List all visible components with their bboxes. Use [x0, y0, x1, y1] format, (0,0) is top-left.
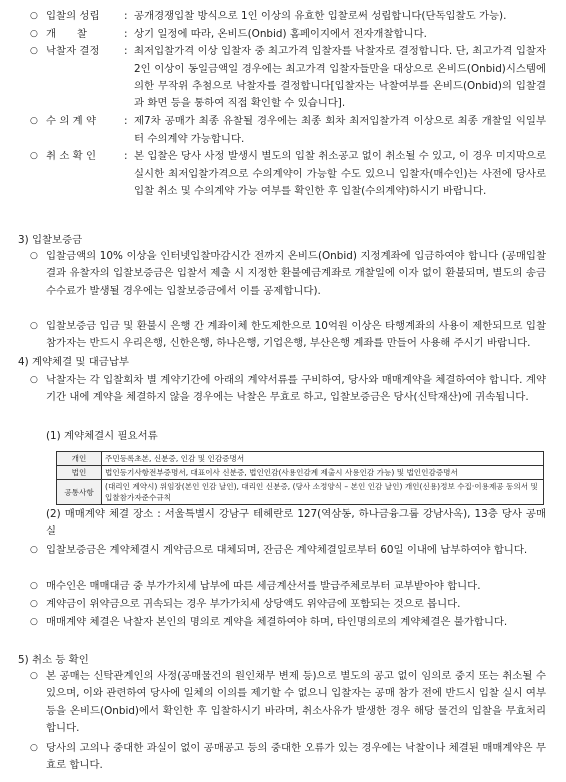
item-text: 입찰보증금은 계약체결시 계약금으로 대체되며, 잔금은 계약체결일로부터 60일 이내에 납부하여야 합니다.	[46, 544, 528, 556]
bullet: ○	[30, 599, 38, 609]
list-item: ○ 개 찰 : 상기 일정에 따라, 온비드(Onbid) 홈페이지에서 전자개찰합니다.	[30, 26, 546, 44]
item-label: 개 찰	[46, 27, 87, 40]
doc-type: 법인	[57, 466, 102, 480]
list-item	[30, 542, 546, 578]
bullet: ○	[30, 671, 38, 681]
list-item: ○ 수 의 계 약 : 제7차 공매가 최종 유찰될 경우에는 최종 회차 최저입찰가격 이상으로 최종 개찰일 익일부터 수의계약 가능합니다.	[30, 113, 546, 148]
section-heading: 3) 입찰보증금	[18, 234, 83, 246]
list-item	[30, 248, 546, 318]
section-heading: 5) 취소 등 확인	[18, 654, 89, 666]
bullet: ○	[30, 375, 38, 385]
bullet: ○	[30, 251, 38, 261]
bullet: ○	[30, 151, 38, 162]
list-item: ○ 취 소 확 인 : 본 입찰은 당사 사정 발생시 별도의 입찰 취소공고 없이 취소될 수 있고, 이 경우 미지막으로 실시한 최저입찰가격으로 수의계약이 가능할 수도 있으니 입찰자(매수인)는 사전에 당사로 입찰 취소 및 수의계약 가능 여부를 확인한 후 입찰(수의계약)하시기 바랍니다.	[30, 148, 546, 218]
doc-detail: (대리인 계약시) 위임장(본인 인감 날인), 대리인 신분증, (당사 소정양식 – 본인 인감 날인) 개인(신용)정보 수집·이용제공 동의서 및 입찰참가자준수규칙	[102, 480, 544, 505]
item-label: 입찰의 성립	[46, 10, 100, 22]
section-heading: 4) 계약체결 및 대금납부	[18, 356, 129, 368]
required-docs-table	[56, 451, 544, 505]
item-label: 취 소 확 인	[46, 150, 97, 163]
item-text: 제7차 공매가 최종 유찰될 경우에는 최종 회차 최저입찰가격 이상으로 최종 개찰일 익일부터 수의계약 가능합니다.	[134, 115, 546, 145]
table-row	[57, 466, 544, 480]
section4-intro	[30, 372, 546, 407]
bullet: ○	[30, 581, 38, 591]
list-item	[30, 596, 546, 614]
contract-place-text: (2) 매매계약 체결 장소 : 서울특별시 강남구 테헤란로 127(역삼동, 하나금융그룹 강남사옥), 13층 당사 공매실	[46, 508, 546, 538]
bullet: ○	[30, 617, 38, 627]
table-row	[57, 452, 544, 466]
item-text: 매매계약 체결은 낙찰자 본인의 명의로 계약을 체결하여야 하며, 타인명의로의 계약체결은 불가합니다.	[46, 616, 508, 628]
doc-detail: 주민등록초본, 신분증, 인감 및 인감증명서	[102, 452, 544, 466]
list-item	[30, 668, 546, 740]
top-items	[30, 8, 546, 218]
bullet: ○	[30, 46, 38, 57]
item-text: 상기 일정에 따라, 온비드(Onbid) 홈페이지에서 전자개찰합니다.	[134, 27, 427, 40]
item-text: 최저입찰가격 이상 입찰자 중 최고가격 입찰자를 낙찰자로 결정합니다. 단, 최고가격 입찰자 2인 이상이 동일금액일 경우에는 최고가격 입찰자들만을 대상으로 온비드(Onbid)시스템에 의한 무작위 추첨으로 낙찰자를 결정합니다[입찰자는 낙찰여부를 온비드(Onbid)의 입찰결과 화면 등을 통하여 직접 확인할 수 있습니다].	[134, 45, 546, 110]
item-text: 낙찰자는 각 입찰회차 별 계약기간에 아래의 계약서류를 구비하여, 당사와 매매계약을 체결하여야 합니다. 계약기간 내에 계약을 체결하지 않을 경우에는 낙찰은 무효로 하고, 입찰보증금은 당사(신탁재산)에 귀속됩니다.	[46, 374, 546, 404]
item-text: 본 공매는 신탁관계인의 사정(공매물건의 원인채무 변제 등)으로 별도의 공고 없이 임의로 중지 또는 취소될 수 있으며, 이와 관련하여 당사에 일체의 이의를 제기할 수 없으니 입찰자는 공매 참가 전에 반드시 입찰 실시 여부 등을 온비드(Onbid)에서 확인한 후 입찰하시기 바라며, 취소사유가 발생한 경우 해당 물건의 입찰을 무효처리 합니다.	[46, 670, 546, 735]
item-label: 낙찰자 결정	[46, 45, 100, 58]
item-text: 당사의 고의나 중대한 과실이 없이 공매공고 등의 중대한 오류가 있는 경우에는 낙찰이나 체결된 매매계약은 무효로 합니다.	[46, 742, 546, 772]
section5-items	[30, 668, 546, 776]
bullet: ○	[30, 28, 38, 39]
doc-type: 개인	[57, 452, 102, 466]
list-item	[30, 614, 546, 650]
doc-detail: 법인등기사항전부증명서, 대표이사 신분증, 법인인감(사용인감계 제출시 사용인감 가능) 및 법인인감증명서	[102, 466, 544, 480]
item-text: 입찰보증금 입금 및 환불시 은행 간 계좌이체 한도제한으로 10억원 이상은 타행계좌의 사용이 제한되므로 입찰참가자는 반드시 우리은행, 신한은행, 하나은행, 기업은행, 부산은행 계좌를 만들어 사용해 주시기 바랍니다.	[46, 320, 546, 350]
item-label: 수 의 계 약	[46, 115, 97, 128]
list-item: ○ 입찰의 성립 : 공개경쟁입찰 방식으로 1인 이상의 유효한 입찰로써 성립합니다(단독입찰도 가능).	[30, 8, 546, 26]
doc-type: 공통사항	[57, 480, 102, 505]
table-row	[57, 480, 544, 505]
contract-place	[46, 506, 546, 541]
list-item	[30, 372, 546, 407]
bullet: ○	[30, 116, 38, 127]
section4-items	[30, 542, 546, 650]
item-text: 입찰금액의 10% 이상을 인터넷입찰마감시간 전까지 온비드(Onbid) 지정계좌에 입금하여야 합니다 (공매입찰 결과 유찰자의 입찰보증금은 입찰서 제출 시 지정한 환불예금계좌로 개찰일에 이자 없이 환불되며, 별도의 송금수수료가 발생될 경우에는 입찰보증금에서 이를 공제합니다).	[46, 250, 546, 297]
bullet: ○	[30, 11, 38, 21]
bullet: ○	[30, 321, 38, 331]
list-item: ○ 낙찰자 결정 : 최저입찰가격 이상 입찰자 중 최고가격 입찰자를 낙찰자로 결정합니다. 단, 최고가격 입찰자 2인 이상이 동일금액일 경우에는 최고가격 입찰자들만을 대상으로 온비드(Onbid)시스템에 의한 무작위 추첨으로 낙찰자를 결정합니다[입찰자는 낙찰여부를 온비드(Onbid)의 입찰결과 화면 등을 통하여 직접 확인할 수 있습니다].	[30, 43, 546, 113]
list-item	[30, 578, 546, 596]
item-text: 본 입찰은 당사 사정 발생시 별도의 입찰 취소공고 없이 취소될 수 있고, 이 경우 미지막으로 실시한 최저입찰가격으로 수의계약이 가능할 수도 있으니 입찰자(매수인)는 사전에 당사로 입찰 취소 및 수의계약 가능 여부를 확인한 후 입찰(수의계약)하시기 바랍니다.	[134, 150, 546, 197]
item-text: 계약금이 위약금으로 귀속되는 경우 부가가치세 상당액도 위약금에 포함되는 것으로 봅니다.	[46, 598, 461, 610]
list-item	[30, 740, 546, 776]
section3-items	[30, 248, 546, 370]
bullet: ○	[30, 743, 38, 753]
bullet: ○	[30, 545, 38, 555]
docs-title: (1) 계약체결시 필요서류	[46, 430, 158, 442]
item-text: 매수인은 매매대금 중 부가가치세 납부에 따른 세금계산서를 발급주체로부터 교부받아야 합니다.	[46, 580, 481, 592]
item-text: 공개경쟁입찰 방식으로 1인 이상의 유효한 입찰로써 성립합니다(단독입찰도 가능).	[134, 10, 507, 22]
